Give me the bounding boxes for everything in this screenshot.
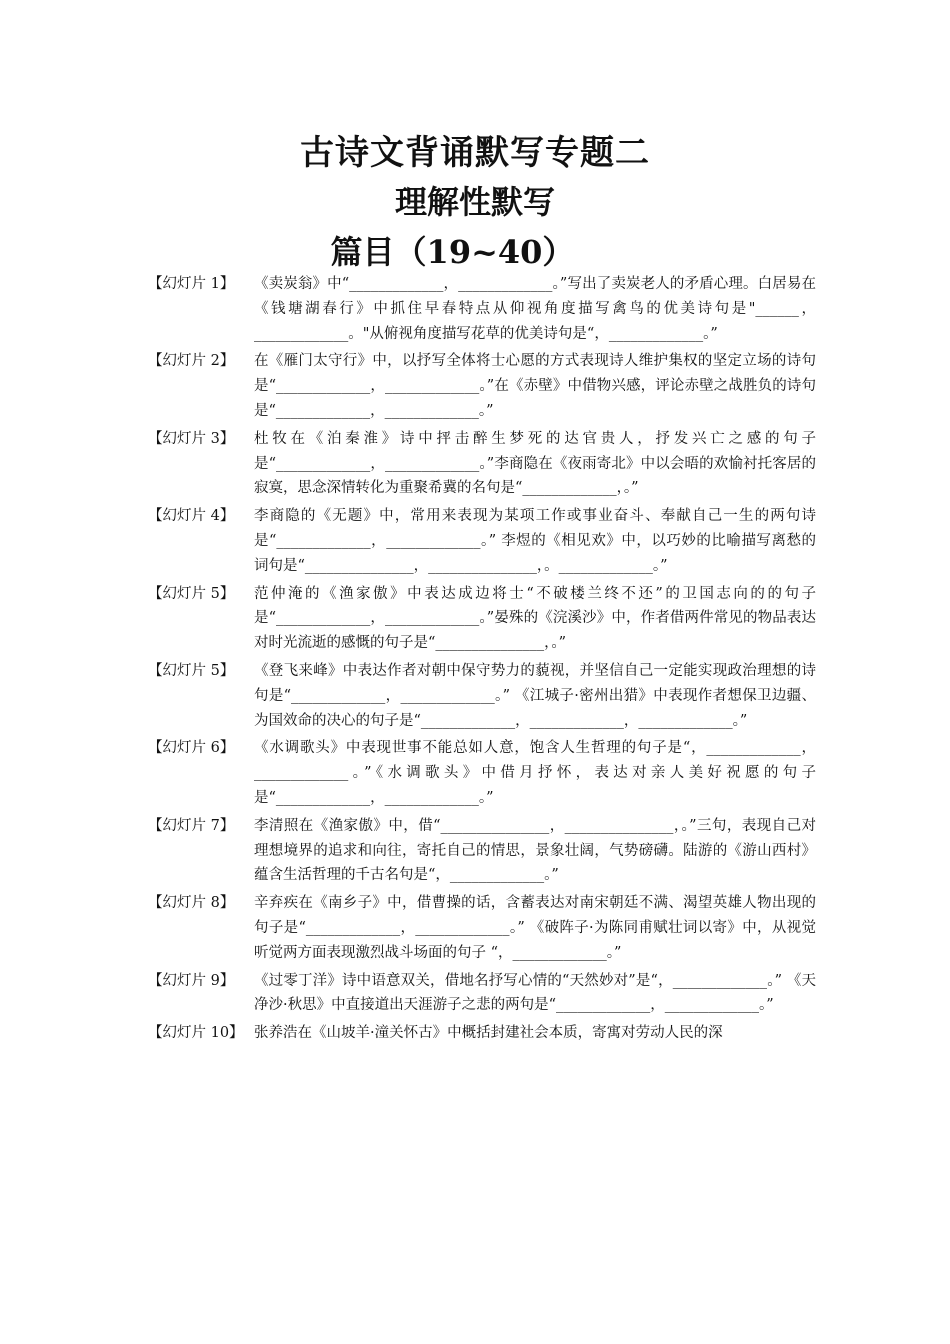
slide-label: 【幻灯片 5】 [148,662,235,679]
page-title: 古诗文背诵默写专题二 [300,133,650,173]
question-text: 《过零丁洋》诗中语意双关，借地名抒写心情的“天然妙对”是“，_____________。” 《天净沙·秋思》中直接道出天涯游子之悲的两句是“_____________，_____________。” [254,972,816,1014]
question-text: 《水调歌头》中表现世事不能总如人意，饱含人生哲理的句子是“，_____________，_____________。”《水调歌头》中借月抒怀，表达对亲人美好祝愿的句子是“_____________，_____________。” [254,740,816,806]
question-item [148,814,818,888]
question-item [148,582,818,656]
question-item [148,1021,818,1046]
question-item [148,659,818,733]
slide-label: 【幻灯片 5】 [148,585,235,602]
slide-label: 【幻灯片 8】 [148,895,235,912]
question-text: 张养浩在《山坡羊·潼关怀古》中概括封建社会本质，寄寓对劳动人民的深 [254,1025,723,1042]
question-item [148,891,818,965]
question-item [148,736,818,810]
slide-label: 【幻灯片 2】 [148,353,235,370]
slide-label: 【幻灯片 6】 [148,740,235,757]
question-text: 范仲淹的《渔家傲》中表达成边将士“不破楼兰终不还”的卫国志向的的句子是“_____________，_____________。”晏殊的《浣溪沙》中，作者借两件常见的物品表达对时光流逝的感慨的句子是“_______________，。” [254,585,816,652]
question-text: 在《雁门太守行》中，以抒写全体将士心愿的方式表现诗人维护集权的坚定立场的诗句是“_____________，_____________。”在《赤壁》中借物兴感，评论赤壁之战胜负的诗句是“_____________，_____________。” [254,353,816,419]
page-range: 篇目（19~40） [330,233,575,271]
question-list [148,272,818,1049]
slide-label: 【幻灯片 7】 [148,817,235,834]
slide-label: 【幻灯片 9】 [148,972,235,989]
slide-label: 【幻灯片 4】 [148,508,235,525]
question-text: 《卖炭翁》中“_____________，_____________。”写出了卖炭老人的矛盾心理。白居易在《钱塘湖春行》中抓住早春特点从仰视角度描写禽鸟的优美诗句是"______，_____________。"从俯视角度描写花草的优美诗句是“，_____________。” [254,276,816,342]
question-text: 杜牧在《泊秦淮》诗中抨击醉生梦死的达官贵人，抒发兴亡之感的句子是“_____________，_____________。”李商隐在《夜雨寄北》中以会晤的欢愉衬托客居的寂寞，思念深情转化为重聚希冀的名句是“_____________，。” [254,430,816,497]
question-item [148,427,818,501]
question-item [148,272,818,346]
question-text: 李商隐的《无题》中，常用来表现为某项工作或事业奋斗、奉献自己一生的两句诗是“_____________，_____________。” 李煜的《相见欢》中，以巧妙的比喻描写离愁的词句是“_______________，_______________，。_____________。” [254,508,816,574]
question-item [148,504,818,578]
page-subtitle: 理解性默写 [394,183,555,221]
slide-label: 【幻灯片 3】 [148,430,235,447]
slide-label: 【幻灯片 10】 [148,1025,244,1042]
question-item [148,349,818,423]
question-text: 辛弃疾在《南乡子》中，借曹操的话，含蓄表达对南宋朝廷不满、渴望英雄人物出现的句子是“_____________，_____________。” 《破阵子·为陈同甫赋壮词以寄》中，从视觉听觉两方面表现激烈战斗场面的句子 “，_____________。” [254,895,816,961]
slide-label: 【幻灯片 1】 [148,276,235,292]
question-text: 《登飞来峰》中表达作者对朝中保守势力的藐视，并坚信自己一定能实现政治理想的诗句是“_____________，_____________。” 《江城子·密州出猎》中表现作者想保卫边疆、为国效命的决心的句子是“_____________，_____________，_____________。” [254,662,816,729]
question-text: 李清照在《渔家傲》中，借“_______________，_______________，。”三句，表现自己对理想境界的追求和向往，寄托自己的情思，景象壮阔，气势磅礴。陆游的《游山西村》蕴含生活哲理的千古名句是“，_____________。” [254,817,816,884]
question-item [148,969,818,1019]
title-block [0,128,950,278]
